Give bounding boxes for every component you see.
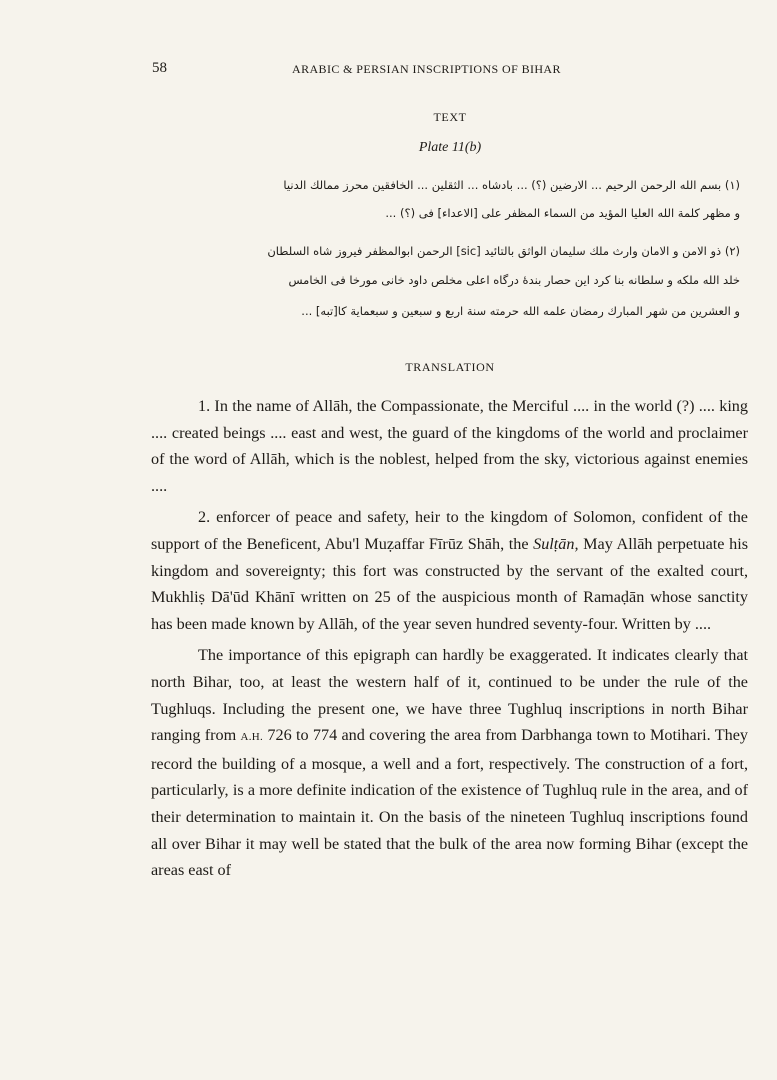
translation-paragraph-2 [151, 504, 748, 637]
text-heading: TEXT [433, 110, 467, 124]
era-abbreviation: A.H. [240, 731, 264, 744]
running-head [152, 60, 742, 82]
translation-heading: TRANSLATION [405, 360, 495, 374]
arabic-inscription-line: خلد الله ملكه و سلطانه بنا كرد اين حصار بندهٔ درگاه اعلى مخلص داود خانى مورخا فى الخامس [288, 273, 740, 287]
translation-paragraph-1: 1. In the name of Allāh, the Compassionate, the Merciful .... in the world (?) .... king .... created beings .... east and west, the guard of the kingdoms of the world and proclaimer of the word of Allāh, which is the noblest, helped from the sky, victorious against enemies .... [151, 397, 748, 495]
paragraph-text: 726 to 774 and covering the area from Darbhanga town to Motihari. They record the building of a mosque, a well and a fort, respectively. The construction of a fort, particularly, is a more definite indication of the existence of Tughluq rule in the area, and of their determination to maintain it. On the basis of the nineteen Tughluq inscriptions found all over Bihar it may well be stated that the bulk of the area now forming Bihar (except the areas east of [151, 726, 748, 880]
plate-label: Plate 11(b) [418, 140, 482, 155]
arabic-inscription-line: (١) بسم الله الرحمن الرحيم ... الارضين (؟) ... بادشاه ... الثقلين ... الخافقين محرز ممالك الدنيا [283, 178, 740, 192]
paragraph-text: The importance of this epigraph can hardly be exaggerated. It indicates clearly that north Bihar, too, at least the western half of it, continued to be under the rule of the Tughluqs. Including the present one, we have three Tughluq inscriptions in north Bihar ranging from [151, 646, 748, 745]
arabic-inscription-line: (٢) ذو الامن و الامان وارث ملك سليمان الواثق بالتائيد [sic] الرحمن ابوالمظفر فيروز شاه السلطان [267, 244, 740, 258]
arabic-inscription-line: و مظهر كلمة الله العليا المؤيد من السماء المظفر على [الاعداء] فى (؟) ... [385, 206, 740, 220]
sultan-term: Sulṭān, [533, 534, 579, 553]
page-number: 58 [152, 60, 167, 76]
book-title: ARABIC & PERSIAN INSCRIPTIONS OF BIHAR [292, 62, 561, 76]
arabic-inscription-line: و العشرين من شهر المبارك رمضان علمه الله حرمته سنة اربع و سبعين و سبعماية كا[تبه] ... [301, 304, 740, 318]
commentary-paragraph [151, 642, 748, 883]
translation-body [151, 393, 748, 884]
paragraph-text: 2. enforcer of peace and safety, heir to the kingdom of Solomon, confident of the support of the Beneficent, Abu'l Muẓaffar Fīrūz Shāh, the [151, 508, 748, 553]
paragraph-text: May Allāh perpetuate his kingdom and sovereignty; this fort was constructed by the servant of the exalted court, Mukhliṣ Dā'ūd Khānī written on 25 of the auspicious month of Ramaḍān whose sanctity has been made known by Allāh, of the year seven hundred seventy-four. Written by .... [151, 534, 748, 633]
